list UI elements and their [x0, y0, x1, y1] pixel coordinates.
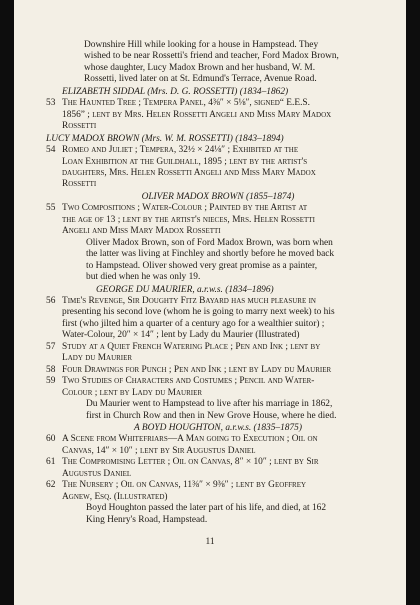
text-line: presenting his second love (whom he is going to marry next week) to his — [62, 307, 335, 318]
text-line: Study at a Quiet French Watering Place ; Pen and Ink ; lent by — [62, 341, 321, 352]
entry-number: 60 — [46, 434, 56, 445]
text-line: The Compromising Letter ; Oil on Canvas, 8″ × 10″ ; lent by Sir — [62, 457, 319, 468]
text-line: Rossetti — [62, 179, 97, 190]
entry-number: 57 — [46, 341, 56, 352]
catalogue-page — [14, 0, 406, 605]
text-line: The Nursery ; Oil on Canvas, 11⅜″ × 9⅜″ ; lent by Geoffrey — [62, 480, 307, 491]
description-paragraph — [46, 238, 390, 284]
catalogue-entry — [46, 365, 390, 376]
artist-heading: OLIVER MADOX BROWN (1855–1874) — [141, 191, 295, 202]
text-line: the latter was living at Finchley and shortly before he moved back — [86, 249, 335, 260]
catalogue-entry — [46, 434, 390, 457]
catalogue-entry — [46, 98, 390, 132]
text-line: Oliver Madox Brown, son of Ford Madox Brown, was born when — [86, 237, 333, 248]
text-line: first in Church Row and then in New Grove House, where he died. — [86, 410, 337, 421]
entry-number: 55 — [46, 203, 56, 214]
text-line: Boyd Houghton passed the later part of his life, and died, at 162 — [86, 503, 327, 514]
catalogue-entry — [46, 376, 390, 399]
text-line: daughters, Mrs. Helen Rossetti Angeli and Miss Mary Madox — [62, 167, 316, 178]
catalogue-entry — [46, 480, 390, 503]
description-paragraph — [46, 399, 390, 422]
text-line: Downshire Hill while looking for a house in Hampstead. They — [84, 40, 319, 50]
entry-number: 61 — [46, 457, 56, 468]
text-line: Two Studies of Characters and Costumes ; Pencil and Water- — [62, 376, 315, 387]
text-line: Loan Exhibition at the Guildhall, 1895 ; lent by the artist's — [62, 156, 308, 167]
text-line: to Hampstead. Oliver showed very great promise as a painter, — [86, 260, 318, 271]
text-line: Two Compositions ; Water-Colour ; Painted by the Artist at — [62, 203, 308, 214]
text-line: wished to be near Rossetti's friend and teacher, Ford Madox Brown, — [84, 51, 339, 62]
description-paragraph — [46, 503, 390, 526]
text-line: King Henry's Road, Hampstead. — [86, 514, 208, 525]
text-line: Water-Colour, 20″ × 14″ ; lent by Lady du Maurier (Illustrated) — [62, 330, 300, 341]
artist-heading: A BOYD HOUGHTON, a.r.w.s. (1835–1875) — [134, 422, 302, 433]
intro-paragraph — [46, 40, 390, 86]
text-line: Four Drawings for Punch ; Pen and Ink ; lent by Lady du Maurier — [62, 364, 332, 375]
entry-number: 56 — [46, 295, 56, 306]
page-number: 11 — [205, 537, 215, 547]
text-line: Angeli and Miss Mary Madox Rossetti — [62, 226, 221, 237]
text-line: Du Maurier went to Hampstead to live after his marriage in 1862, — [86, 399, 333, 410]
entry-number: 54 — [46, 145, 56, 156]
text-line: Lady du Maurier — [62, 353, 133, 364]
catalogue-entry — [46, 457, 390, 480]
text-line: The Haunted Tree ; Tempera Panel, 4⅜″ × 5⅛″, signed“ E.E.S. — [62, 98, 310, 109]
text-line: Canvas, 14″ × 10″ ; lent by Sir Augustus Daniel — [62, 445, 256, 456]
text-line: the age of 13 ; lent by the artist's nieces, Mrs. Helen Rossetti — [62, 214, 315, 225]
text-line: Agnew, Esq. (Illustrated) — [62, 491, 168, 502]
artist-heading: LUCY MADOX BROWN (Mrs. W. M. ROSSETTI) (1843–1894) — [46, 133, 284, 144]
text-line: but died when he was only 19. — [86, 272, 201, 283]
text-line: first (who jilted him a quarter of a century ago for a wealthier suitor) ; — [62, 318, 325, 329]
text-line: Rossetti, lived later on at St. Edmund's Terrace, Avenue Road. — [84, 74, 317, 85]
text-line: whose daughter, Lucy Madox Brown and her husband, W. M. — [84, 62, 316, 73]
text-line: Romeo and Juliet ; Tempera, 32½ × 24⅛″ ; Exhibited at the — [62, 145, 299, 156]
text-line: Colour ; lent by Lady du Maurier — [62, 387, 203, 398]
artist-heading: GEORGE DU MAURIER, a.r.w.s. (1834–1896) — [96, 284, 274, 295]
entry-number: 59 — [46, 376, 56, 387]
entry-number: 58 — [46, 364, 56, 375]
text-line: A Scene from Whitefriars—A Man going to Execution ; Oil on — [62, 434, 318, 445]
text-line: Augustus Daniel — [62, 468, 132, 479]
catalogue-entry — [46, 296, 390, 342]
text-line: Time's Revenge, Sir Doughty Fitz Bayard has much pleasure in — [62, 295, 316, 306]
text-line: Rossetti — [62, 121, 97, 132]
catalogue-entry — [46, 145, 390, 191]
catalogue-entry — [46, 203, 390, 237]
entry-number: 53 — [46, 98, 56, 109]
entry-number: 62 — [46, 480, 56, 491]
catalogue-entry — [46, 342, 390, 365]
text-line: 1856” ; lent by Mrs. Helen Rossetti Angeli and Miss Mary Madox — [62, 109, 332, 120]
artist-heading: ELIZABETH SIDDAL (Mrs. D. G. ROSSETTI) (1834–1862) — [62, 86, 289, 97]
